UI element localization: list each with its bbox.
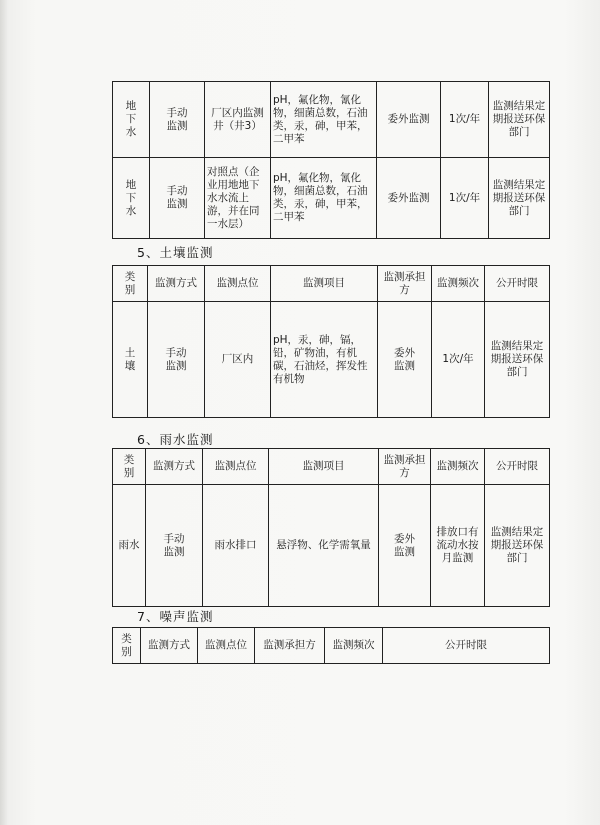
cell-category: 土壤 xyxy=(113,302,148,418)
header-category: 类别 xyxy=(113,449,146,485)
section-heading-noise: 7、噪声监测 xyxy=(137,609,214,624)
cell-method: 手动监测 xyxy=(146,485,203,607)
cell-location: 雨水排口 xyxy=(203,485,269,607)
header-undertaker: 监测承担方 xyxy=(379,449,431,485)
header-frequency: 监测频次 xyxy=(325,628,383,664)
cell-items: 悬浮物、化学需氧量 xyxy=(269,485,379,607)
soil-table xyxy=(112,265,550,418)
cell-disclosure: 监测结果定期报送环保部门 xyxy=(485,302,550,418)
cell-disclosure: 监测结果定期报送环保部门 xyxy=(489,158,550,239)
header-disclosure: 公开时限 xyxy=(485,449,550,485)
cell-undertaker: 委外监测 xyxy=(378,302,432,418)
groundwater-table xyxy=(112,81,550,239)
table-row xyxy=(113,302,550,418)
header-method: 监测方式 xyxy=(141,628,198,664)
cell-disclosure: 监测结果定期报送环保部门 xyxy=(485,485,550,607)
header-location: 监测点位 xyxy=(203,449,269,485)
cell-method: 手动监测 xyxy=(150,82,205,158)
cell-undertaker: 委外监测 xyxy=(379,485,431,607)
cell-location: 厂区内 xyxy=(205,302,271,418)
cell-location: 厂区内监测井（井3） xyxy=(205,82,271,158)
header-frequency: 监测频次 xyxy=(431,449,485,485)
scan-edge-shadow xyxy=(0,0,8,825)
header-category: 类别 xyxy=(113,628,141,664)
header-disclosure: 公开时限 xyxy=(485,266,550,302)
cell-frequency: 排放口有流动水按月监测 xyxy=(431,485,485,607)
cell-category: 地下水 xyxy=(113,82,150,158)
section-heading-rain: 6、雨水监测 xyxy=(137,432,214,447)
cell-category: 地下水 xyxy=(113,158,150,239)
cell-undertaker: 委外监测 xyxy=(377,158,441,239)
table-header-row xyxy=(113,628,550,664)
header-items: 监测项目 xyxy=(269,449,379,485)
header-items: 监测项目 xyxy=(271,266,378,302)
header-location: 监测点位 xyxy=(198,628,255,664)
table-row xyxy=(113,485,550,607)
cell-items: pH，氟化物，氰化物，细菌总数，石油类，汞，砷，甲苯，二甲苯 xyxy=(271,158,377,239)
header-method: 监测方式 xyxy=(148,266,205,302)
table-row xyxy=(113,158,550,239)
noise-table xyxy=(112,627,550,664)
cell-disclosure: 监测结果定期报送环保部门 xyxy=(489,82,550,158)
header-undertaker: 监测承担方 xyxy=(255,628,325,664)
rain-table xyxy=(112,448,550,607)
table-header-row xyxy=(113,266,550,302)
header-frequency: 监测频次 xyxy=(432,266,485,302)
cell-frequency: 1次/年 xyxy=(432,302,485,418)
header-method: 监测方式 xyxy=(146,449,203,485)
cell-method: 手动监测 xyxy=(150,158,205,239)
table-header-row xyxy=(113,449,550,485)
header-disclosure: 公开时限 xyxy=(383,628,550,664)
header-undertaker: 监测承担方 xyxy=(378,266,432,302)
cell-frequency: 1次/年 xyxy=(441,158,489,239)
section-heading-soil: 5、土壤监测 xyxy=(137,245,214,260)
cell-undertaker: 委外监测 xyxy=(377,82,441,158)
header-category: 类别 xyxy=(113,266,148,302)
cell-category: 雨水 xyxy=(113,485,146,607)
cell-items: pH，汞，砷，镉，铅，矿物油，有机碳，石油烃，挥发性有机物 xyxy=(271,302,378,418)
cell-location: 对照点（企业用地地下水水流上游，并在同一水层） xyxy=(205,158,271,239)
table-row xyxy=(113,82,550,158)
cell-frequency: 1次/年 xyxy=(441,82,489,158)
header-location: 监测点位 xyxy=(205,266,271,302)
cell-items: pH，氟化物，氰化物，细菌总数，石油类，汞，砷，甲苯，二甲苯 xyxy=(271,82,377,158)
cell-method: 手动监测 xyxy=(148,302,205,418)
